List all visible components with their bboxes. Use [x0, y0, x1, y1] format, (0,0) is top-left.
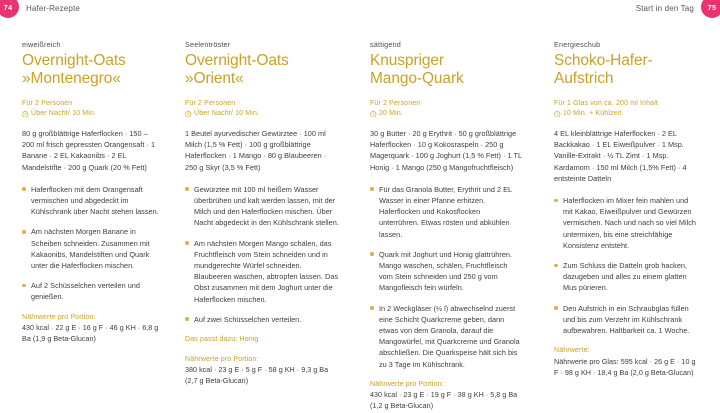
recipe-steps [554, 195, 700, 336]
recipe-step [185, 314, 340, 325]
recipe-time [554, 109, 700, 119]
recipe-step-text: Haferflocken mit dem Orangensaft vermischen und abgedeckt im Kühlschrank über Nacht stehen lassen. [31, 184, 159, 217]
recipe-step [370, 249, 522, 294]
nutrition-values: 380 kcal · 23 g E · 5 g F · 58 g KH · 9,3 g Ba (2,7 g Beta-Glucan) [185, 365, 329, 385]
nutrition-values: Nährwerte pro Glas: 595 kcal · 26 g E · 10 g F · 98 g KH · 18,4 g Ba (2,0 g Beta-Glucan) [554, 356, 696, 377]
recipe-columns [0, 40, 720, 412]
recipe-title-line-1: Overnight-Oats [185, 52, 289, 69]
recipe-step-text: Zum Schluss die Datteln grob hacken, dazugeben und alles zu einem glatten Mus pürieren. [563, 261, 688, 293]
bullet-icon [185, 241, 189, 245]
recipe-time-label: Über Nacht/ 10 Min. [31, 110, 97, 117]
recipe-servings: Für 2 Personen [185, 100, 236, 107]
bullet-icon [554, 199, 558, 203]
clock-icon [554, 111, 561, 118]
recipe-step-text: Haferflocken im Mixer fein mahlen und mit Kakao, Eiweißpulver und Gewürzen vermischen. Nach und nach so viel Milch untermixen, bis eine streichfähige Konsistenz entsteht. [563, 196, 696, 250]
page-number-badge-left: 74 [0, 0, 19, 18]
recipe-ingredients: 30 g Butter · 20 g Erythrit · 50 g großblättrige Haferflocken · 10 g Kokosraspeln · 250 g Magerquark · 100 g Joghurt (1,5 % Fett) · 1 TL Honig · 1 Mango (250 g Mangofruchtfleisch) [370, 129, 522, 172]
recipe-title-line-2: Aufstrich [554, 69, 614, 87]
recipe-kicker: sättigend [370, 40, 401, 49]
clock-icon [370, 111, 377, 118]
recipe-step-text: Für das Granola Butter, Erythrit und 2 EL Wasser in einer Pfanne erhitzen. Haferflocken und Kokosflocken unterrühren. Etwas rösten und abkühlen lassen. [379, 184, 512, 239]
recipe-title-line-2: »Montenegro« [22, 69, 121, 87]
recipe-time-label: 20 Min. [379, 110, 404, 117]
bullet-icon [554, 264, 558, 268]
recipe-ingredients: 4 EL kleinblättrige Haferflocken · 2 EL Backkakao · 1 EL Eiweißpulver · 1 Msp. Vanille-Extrakt · ½ TL Zimt · 1 Msp. Kardamom · 150 ml Milch (1,5% Fett) · 4 entsteinte Datteln [554, 129, 687, 183]
nutrition-heading: Nährwerte pro Portion: [185, 354, 259, 363]
recipe-step-text: In 2 Weckgläser (½ l) abwechselnd zuerst eine Schicht Quarkcreme geben, dann etwas von dem Granola, darauf die Mangowürfel, mit Quarkcreme und Granola abschließen. Die Quarkspeise hält sich bis zu 3 Tage im Kühlschrank. [379, 303, 520, 369]
recipe-servings: Für 2 Personen [22, 100, 73, 107]
bullet-icon [554, 306, 558, 310]
recipe-servings: Für 1 Glas von ca. 200 ml Inhalt [554, 100, 659, 107]
recipe-title [22, 52, 160, 87]
clock-icon [22, 111, 29, 118]
recipe-kicker: Seelentröster [185, 40, 231, 49]
header-label-right: Start in den Tag [635, 4, 694, 13]
recipe-step [22, 226, 160, 271]
recipe-steps [22, 184, 160, 303]
recipe-kicker: Energieschub [554, 40, 601, 49]
recipe-title-line-1: Schoko-Hafer- [554, 52, 653, 69]
bullet-icon [22, 284, 26, 288]
header-label-left: Hafer-Rezepte [26, 4, 80, 13]
recipe-time [22, 109, 160, 119]
recipe-column-2 [180, 40, 360, 412]
recipe-step [554, 303, 700, 337]
recipe-title-line-1: Knuspriger [370, 52, 444, 69]
recipe-step-text: Am nächsten Morgen Banane in Scheiben schneiden. Zusammen mit Kakaonibs, Mandelstiften und Quark unter die Haferflocken mischen. [31, 227, 150, 271]
recipe-step-text: Den Aufstrich in ein Schraubglas füllen und bis zum Verzehr im Kühlschrank aufbewahren. Haltbarkeit ca. 1 Woche. [563, 303, 690, 336]
recipe-step-text: Gewürztee mit 100 ml heißem Wasser überbrühen und kalt werden lassen, mit der Milch und den Haferflocken mischen. Über Nacht abgedeckt in den Kühlschrank stellen. [194, 184, 339, 228]
recipe-title [185, 52, 340, 87]
bullet-icon [185, 187, 189, 191]
recipe-step-text: Quark mit Joghurt und Honig glattrühren. Mango waschen, schälen, Fruchtfleisch vom Stein schneiden und 250 g vom Mangofleisch fein würfeln. [379, 249, 513, 293]
bullet-icon [370, 187, 374, 191]
nutrition-heading: Nährwerte: [554, 346, 590, 355]
bullet-icon [185, 317, 189, 321]
recipe-step [370, 184, 522, 240]
recipe-step-text: Am nächsten Morgen Mango schälen, das Fruchtfleisch vom Stein schneiden und in mundgerechte Würfel schneiden. Blaubeeren waschen, abtropfen lassen. Das Obst zusammen mit dem Joghurt unter die Haferflocken mischen. [194, 238, 339, 304]
recipe-kicker: eiweißreich [22, 40, 61, 49]
recipe-step-text: Auf 2 Schüsselchen verteilen und genießen. [31, 281, 140, 302]
recipe-time [370, 109, 522, 119]
recipe-step-text: Auf zwei Schüsselchen verteilen. [194, 314, 302, 324]
recipe-time-label: Über Nacht/ 10 Min. [194, 110, 260, 117]
recipe-title [370, 52, 522, 87]
bullet-icon [370, 306, 374, 310]
recipe-title-line-1: Overnight-Oats [22, 52, 126, 69]
recipe-step [185, 238, 340, 305]
recipe-ingredients: 80 g großblättrige Haferflocken · 150 – 200 ml frisch gepressten Orangensaft · 1 Banane · 2 EL Kakaonibs · 2 EL Mandelstifte · 200 g Quark (20 % Fett) [22, 129, 156, 172]
recipe-meta [370, 99, 522, 119]
recipe-step [554, 260, 700, 294]
nutrition-heading: Nährwerte pro Portion: [370, 379, 444, 388]
page-number-badge-right: 75 [701, 0, 720, 18]
recipe-column-4 [542, 40, 720, 412]
recipe-ingredients: 1 Beutel ayurvedischer Gewürztee · 100 ml Milch (1,5 % Fett) · 100 g großblättrige Haferflocken · 1 Mango · 80 g Blaubeeren · 250 g Skyr (3,5 % Fett) [185, 129, 327, 172]
recipe-step [22, 184, 160, 218]
recipe-title [554, 52, 700, 87]
recipe-time-label: 10 Min. + Kühlzeit [563, 110, 622, 117]
recipe-column-3 [360, 40, 542, 412]
recipe-tip: Das passt dazu: Honig [185, 335, 259, 344]
recipe-servings: Für 2 Personen [370, 100, 421, 107]
page-header [0, 0, 720, 26]
nutrition-values: 430 kcal · 22 g E · 16 g F · 46 g KH · 6,8 g Ba (1,9 g Beta-Glucan) [22, 323, 159, 343]
recipe-meta [554, 99, 700, 119]
recipe-title-line-2: Mango-Quark [370, 69, 464, 87]
nutrition-heading: Nährwerte pro Portion: [22, 312, 96, 321]
recipe-time [185, 109, 340, 119]
recipe-step [370, 303, 522, 370]
bullet-icon [370, 252, 374, 256]
recipe-step [22, 280, 160, 302]
bullet-icon [22, 187, 26, 191]
recipe-title-line-2: »Orient« [185, 69, 244, 87]
recipe-meta [22, 99, 160, 119]
recipe-step [185, 184, 340, 229]
recipe-steps [185, 184, 340, 325]
recipe-column-1 [0, 40, 180, 412]
clock-icon [185, 111, 192, 118]
recipe-meta [185, 99, 340, 119]
bullet-icon [22, 230, 26, 234]
nutrition-values: 430 kcal · 23 g E · 19 g F · 38 g KH · 5,8 g Ba (1,2 g Beta-Glucan) [370, 390, 518, 411]
recipe-step [554, 195, 700, 251]
recipe-steps [370, 184, 522, 370]
